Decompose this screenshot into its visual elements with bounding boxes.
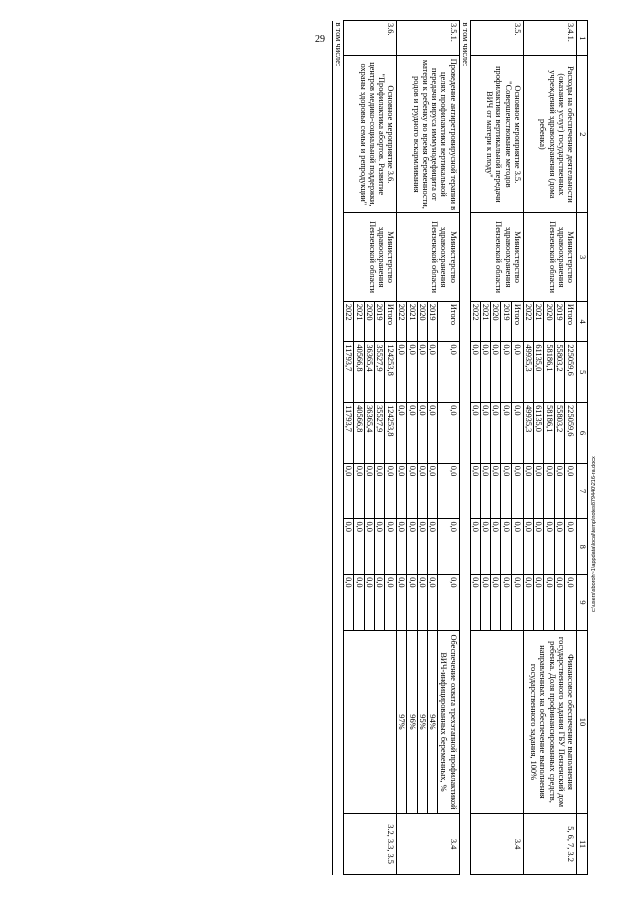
amount-cell: 0,0: [397, 403, 407, 464]
col-8-header: 8: [577, 519, 588, 575]
amount-cell: 0,0: [544, 519, 554, 575]
amount-cell: 0,0: [511, 519, 523, 575]
indicator-year-value: 94%: [427, 630, 437, 813]
period-cell: Итого: [564, 301, 576, 341]
amount-cell: 0,0: [438, 575, 459, 631]
amount-cell: 0,0: [397, 519, 407, 575]
period-cell: 2020: [544, 301, 554, 341]
amount-cell: 0,0: [501, 575, 511, 631]
amount-cell: 40566,8: [354, 403, 364, 464]
rotated-table-container: [110, 20, 588, 875]
file-path-footer: c:\users\sboroh~1\appdata\local\temp\notes879440\216-ra.docx: [591, 456, 597, 612]
row-number: 3.6.: [344, 21, 397, 56]
amount-cell: 0,0: [470, 403, 480, 464]
period-cell: 2022: [523, 301, 533, 341]
amount-cell: 0,0: [534, 575, 544, 631]
amount-cell: 61135,0: [534, 403, 544, 464]
measure-name: Расходы на обеспечение деятельности (оказание услуг) государственных учреждений здравоохранения (дома ребенка): [523, 56, 576, 213]
table-row: [385, 21, 397, 875]
amount-cell: 55803,2: [554, 342, 564, 403]
indicator-year-value: 96%: [407, 630, 417, 813]
table-row: [438, 21, 459, 875]
amount-cell: 0,0: [407, 519, 417, 575]
col-2-header: 2: [577, 56, 588, 213]
amount-cell: 0,0: [480, 403, 490, 464]
section-row: [459, 21, 470, 875]
amount-cell: 0,0: [564, 575, 576, 631]
period-cell: 2021: [480, 301, 490, 341]
amount-cell: 0,0: [480, 575, 490, 631]
amount-cell: 0,0: [480, 519, 490, 575]
section-label: в том числе:: [459, 21, 470, 875]
period-cell: 2022: [344, 301, 354, 341]
amount-cell: 0,0: [564, 463, 576, 519]
amount-cell: 0,0: [374, 519, 384, 575]
amount-cell: 0,0: [438, 519, 459, 575]
amount-cell: 0,0: [427, 463, 437, 519]
amount-cell: 0,0: [407, 342, 417, 403]
amount-cell: 0,0: [523, 463, 533, 519]
amount-cell: 0,0: [385, 519, 397, 575]
header-row: [577, 21, 588, 875]
amount-cell: 0,0: [491, 463, 501, 519]
amount-cell: 0,0: [397, 463, 407, 519]
amount-cell: 0,0: [470, 463, 480, 519]
executor: Министерство здравоохранения Пензенской области: [470, 213, 523, 302]
amount-cell: 0,0: [397, 342, 407, 403]
amount-cell: 0,0: [417, 342, 427, 403]
amount-cell: 0,0: [417, 463, 427, 519]
amount-cell: 0,0: [417, 519, 427, 575]
amount-cell: 0,0: [544, 575, 554, 631]
amount-cell: 0,0: [385, 575, 397, 631]
col-7-header: 7: [577, 463, 588, 519]
amount-cell: 124253,8: [385, 403, 397, 464]
period-cell: 2021: [407, 301, 417, 341]
amount-cell: 0,0: [564, 519, 576, 575]
indicator-year-value: 95%: [417, 630, 427, 813]
period-cell: 2021: [354, 301, 364, 341]
amount-cell: 49935,3: [523, 342, 533, 403]
executor: Министерство здравоохранения Пензенской области: [397, 213, 459, 302]
amount-cell: 0,0: [501, 519, 511, 575]
period-cell: 2022: [397, 301, 407, 341]
amount-cell: 0,0: [438, 342, 459, 403]
amount-cell: 49935,3: [523, 403, 533, 464]
col-9-header: 9: [577, 575, 588, 631]
row-number: 3.5.1.: [397, 21, 459, 56]
amount-cell: 0,0: [554, 463, 564, 519]
amount-cell: 0,0: [491, 575, 501, 631]
amount-cell: 0,0: [427, 342, 437, 403]
period-cell: Итого: [385, 301, 397, 341]
amount-cell: 0,0: [534, 463, 544, 519]
measure-name: Проведение антиретровирусной терапии в целях профилактики вертикальной передачи вируса иммунодефицита от матери к ребенку во время беременности, родов и грудного вскармливания: [397, 56, 459, 213]
period-cell: 2020: [491, 301, 501, 341]
amount-cell: 0,0: [417, 403, 427, 464]
period-cell: Итого: [511, 301, 523, 341]
col-5-header: 5: [577, 342, 588, 403]
amount-cell: 0,0: [491, 342, 501, 403]
table-body: [333, 21, 577, 875]
amount-cell: 61135,0: [534, 342, 544, 403]
amount-cell: 40566,8: [354, 342, 364, 403]
amount-cell: 0,0: [523, 519, 533, 575]
col-3-header: 3: [577, 213, 588, 302]
amount-cell: 0,0: [501, 403, 511, 464]
amount-cell: 0,0: [501, 342, 511, 403]
measure-name: Основное мероприятие 3.6. "Профилактика абортов. Развитие центров медико-социальной поддержки, охраны здоровья семьи и репродукции": [344, 56, 397, 213]
amount-cell: 225059,6: [564, 403, 576, 464]
indicator-text: [344, 630, 397, 813]
amount-cell: 0,0: [364, 575, 374, 631]
period-cell: 2019: [427, 301, 437, 341]
amount-cell: 225059,6: [564, 342, 576, 403]
amount-cell: 0,0: [397, 575, 407, 631]
amount-cell: 0,0: [470, 519, 480, 575]
amount-cell: 0,0: [438, 403, 459, 464]
indicator-text: [470, 630, 523, 813]
amount-cell: 0,0: [427, 519, 437, 575]
amount-cell: 0,0: [427, 403, 437, 464]
indicator-text: Финансовое обеспечение выполнения государственного задания ГБУ Пензенский дом ребенка. Доля профинансированных средств, направленных на обеспечение выполнения государственного задания, 100%: [523, 630, 576, 813]
reference: 5, 6, 7, 3.2: [523, 814, 576, 875]
amount-cell: 0,0: [554, 575, 564, 631]
col-11-header: 11: [577, 814, 588, 875]
reference: 3.4: [397, 814, 459, 875]
amount-cell: 11793,7: [344, 342, 354, 403]
amount-cell: 55803,2: [554, 403, 564, 464]
amount-cell: 0,0: [544, 463, 554, 519]
col-10-header: 10: [577, 630, 588, 813]
page-number: 29: [315, 34, 325, 45]
amount-cell: 0,0: [364, 519, 374, 575]
amount-cell: 35527,9: [374, 342, 384, 403]
measure-name: Основное мероприятие 3.5. "Совершенствование методов профилактики вертикальной передачи ВИЧ от матери к плоду": [470, 56, 523, 213]
program-table: [332, 20, 588, 875]
amount-cell: 0,0: [407, 575, 417, 631]
amount-cell: 0,0: [511, 342, 523, 403]
period-cell: 2019: [501, 301, 511, 341]
amount-cell: 0,0: [491, 403, 501, 464]
amount-cell: 0,0: [344, 519, 354, 575]
amount-cell: 0,0: [480, 342, 490, 403]
period-cell: 2020: [364, 301, 374, 341]
col-1-header: 1: [577, 21, 588, 56]
period-cell: 2019: [374, 301, 384, 341]
amount-cell: 0,0: [554, 519, 564, 575]
amount-cell: 36365,4: [364, 342, 374, 403]
amount-cell: 58186,1: [544, 342, 554, 403]
amount-cell: 0,0: [385, 463, 397, 519]
amount-cell: 11793,7: [344, 403, 354, 464]
amount-cell: 0,0: [523, 575, 533, 631]
period-cell: 2021: [534, 301, 544, 341]
amount-cell: 0,0: [374, 463, 384, 519]
row-number: 3.4.1.: [523, 21, 576, 56]
amount-cell: 0,0: [491, 519, 501, 575]
indicator-text: Обеспечение охвата трехэтапной профилактикой ВИЧ-инфицированных беременных, %: [438, 630, 459, 813]
table-row: [564, 21, 576, 875]
amount-cell: 0,0: [438, 463, 459, 519]
amount-cell: 0,0: [364, 463, 374, 519]
amount-cell: 0,0: [511, 575, 523, 631]
amount-cell: 35527,9: [374, 403, 384, 464]
amount-cell: 0,0: [501, 463, 511, 519]
amount-cell: 0,0: [344, 575, 354, 631]
amount-cell: 0,0: [511, 403, 523, 464]
amount-cell: 0,0: [417, 575, 427, 631]
period-cell: Итого: [438, 301, 459, 341]
period-cell: 2022: [470, 301, 480, 341]
reference: 3.2, 3.3, 3.5: [344, 814, 397, 875]
amount-cell: 0,0: [511, 463, 523, 519]
amount-cell: 124253,8: [385, 342, 397, 403]
section-label: в том числе:: [333, 21, 344, 875]
amount-cell: 0,0: [354, 519, 364, 575]
reference: 3.4: [470, 814, 523, 875]
col-4-header: 4: [577, 301, 588, 341]
amount-cell: 0,0: [407, 463, 417, 519]
amount-cell: 0,0: [427, 575, 437, 631]
amount-cell: 0,0: [470, 575, 480, 631]
executor: Министерство здравоохранения Пензенской области: [344, 213, 397, 302]
section-row: [333, 21, 344, 875]
amount-cell: 0,0: [470, 342, 480, 403]
amount-cell: 0,0: [344, 463, 354, 519]
amount-cell: 58186,1: [544, 403, 554, 464]
period-cell: 2020: [417, 301, 427, 341]
amount-cell: 0,0: [480, 463, 490, 519]
amount-cell: 0,0: [374, 575, 384, 631]
period-cell: 2019: [554, 301, 564, 341]
amount-cell: 0,0: [354, 575, 364, 631]
table-row: [511, 21, 523, 875]
amount-cell: 0,0: [534, 519, 544, 575]
executor: Министерство здравоохранения Пензенской области: [523, 213, 576, 302]
amount-cell: 0,0: [354, 463, 364, 519]
amount-cell: 0,0: [407, 403, 417, 464]
indicator-year-value: 97%: [397, 630, 407, 813]
row-number: 3.5.: [470, 21, 523, 56]
amount-cell: 36365,4: [364, 403, 374, 464]
col-6-header: 6: [577, 403, 588, 464]
